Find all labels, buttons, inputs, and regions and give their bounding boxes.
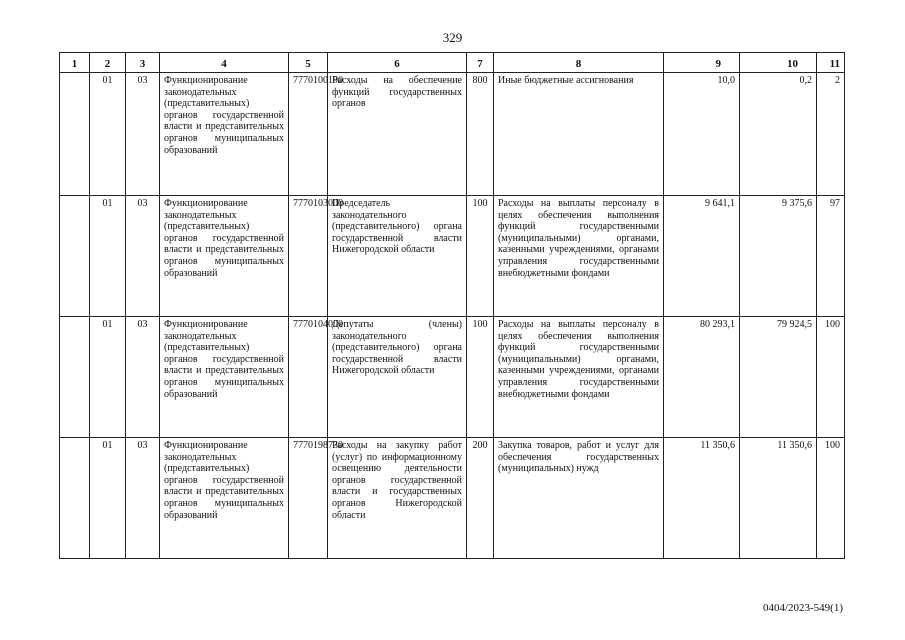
cell-target-name: Председатель законодательного (представительного) органа государственной власти Нижегородской области: [328, 196, 467, 317]
cell-actual-value: 9 375,6: [740, 196, 817, 317]
column-header-3: 3: [126, 53, 160, 73]
column-header-1: 1: [60, 53, 90, 73]
cell-percent: 2: [817, 73, 845, 196]
cell-percent: 97: [817, 196, 845, 317]
cell-target-name: Расходы на закупку работ (услуг) по информационному освещению деятельности органов государственной власти и государственных органов Нижегородской области: [328, 438, 467, 559]
column-header-10: 10: [740, 53, 817, 73]
cell-plan-value: 11 350,6: [664, 438, 740, 559]
column-header-11: 11: [817, 53, 845, 73]
cell-subsection: 03: [126, 196, 160, 317]
cell-section: 01: [90, 317, 126, 438]
cell-actual-value: 11 350,6: [740, 438, 817, 559]
cell-target-code: 7770103000: [289, 196, 328, 317]
cell-plan-value: 9 641,1: [664, 196, 740, 317]
cell-section-name: Функционирование законодательных (представительных) органов государственной власти и представительных органов муниципальных образований: [160, 73, 289, 196]
table-row: [60, 317, 845, 438]
cell-expense-type: 200: [467, 438, 494, 559]
cell-target-code: 7770198730: [289, 438, 328, 559]
cell-section-name: Функционирование законодательных (представительных) органов государственной власти и представительных органов муниципальных образований: [160, 438, 289, 559]
cell-actual-value: 0,2: [740, 73, 817, 196]
cell-section-name: Функционирование законодательных (представительных) органов государственной власти и представительных органов муниципальных образований: [160, 317, 289, 438]
cell-expense-type-name: Расходы на выплаты персоналу в целях обеспечения выполнения функций государственными (муниципальными) органами, казенными учреждениями, органами управления государственными внебюджетными фондами: [494, 196, 664, 317]
cell-percent: 100: [817, 317, 845, 438]
cell-section: 01: [90, 438, 126, 559]
column-header-4: 4: [160, 53, 289, 73]
cell-col1: [60, 317, 90, 438]
page-number: 329: [442, 30, 463, 45]
cell-section: 01: [90, 196, 126, 317]
cell-subsection: 03: [126, 73, 160, 196]
column-header-7: 7: [467, 53, 494, 73]
cell-subsection: 03: [126, 438, 160, 559]
cell-target-code: 7770104000: [289, 317, 328, 438]
document-code: 0404/2023-549(1): [762, 602, 843, 614]
table-row: [60, 73, 845, 196]
table-header-row: [60, 53, 845, 73]
cell-col1: [60, 438, 90, 559]
cell-plan-value: 80 293,1: [664, 317, 740, 438]
cell-col1: [60, 73, 90, 196]
cell-subsection: 03: [126, 317, 160, 438]
column-header-8: 8: [494, 53, 664, 73]
budget-table: [59, 52, 845, 559]
cell-target-code: 7770100190: [289, 73, 328, 196]
cell-expense-type: 100: [467, 196, 494, 317]
table-row: [60, 196, 845, 317]
cell-expense-type: 100: [467, 317, 494, 438]
cell-expense-type: 800: [467, 73, 494, 196]
cell-plan-value: 10,0: [664, 73, 740, 196]
cell-actual-value: 79 924,5: [740, 317, 817, 438]
cell-expense-type-name: Расходы на выплаты персоналу в целях обеспечения выполнения функций государственными (муниципальными) органами, казенными учреждениями, органами управления государственными внебюджетными фондами: [494, 317, 664, 438]
column-header-6: 6: [328, 53, 467, 73]
cell-section-name: Функционирование законодательных (представительных) органов государственной власти и представительных органов муниципальных образований: [160, 196, 289, 317]
column-header-2: 2: [90, 53, 126, 73]
cell-expense-type-name: Иные бюджетные ассигнования: [494, 73, 664, 196]
cell-section: 01: [90, 73, 126, 196]
cell-percent: 100: [817, 438, 845, 559]
column-header-5: 5: [289, 53, 328, 73]
column-header-9: 9: [664, 53, 740, 73]
table-row: [60, 438, 845, 559]
cell-target-name: Депутаты (члены) законодательного (представительного) органа государственной власти Нижегородской области: [328, 317, 467, 438]
cell-col1: [60, 196, 90, 317]
cell-expense-type-name: Закупка товаров, работ и услуг для обеспечения государственных (муниципальных) нужд: [494, 438, 664, 559]
cell-target-name: Расходы на обеспечение функций государственных органов: [328, 73, 467, 196]
